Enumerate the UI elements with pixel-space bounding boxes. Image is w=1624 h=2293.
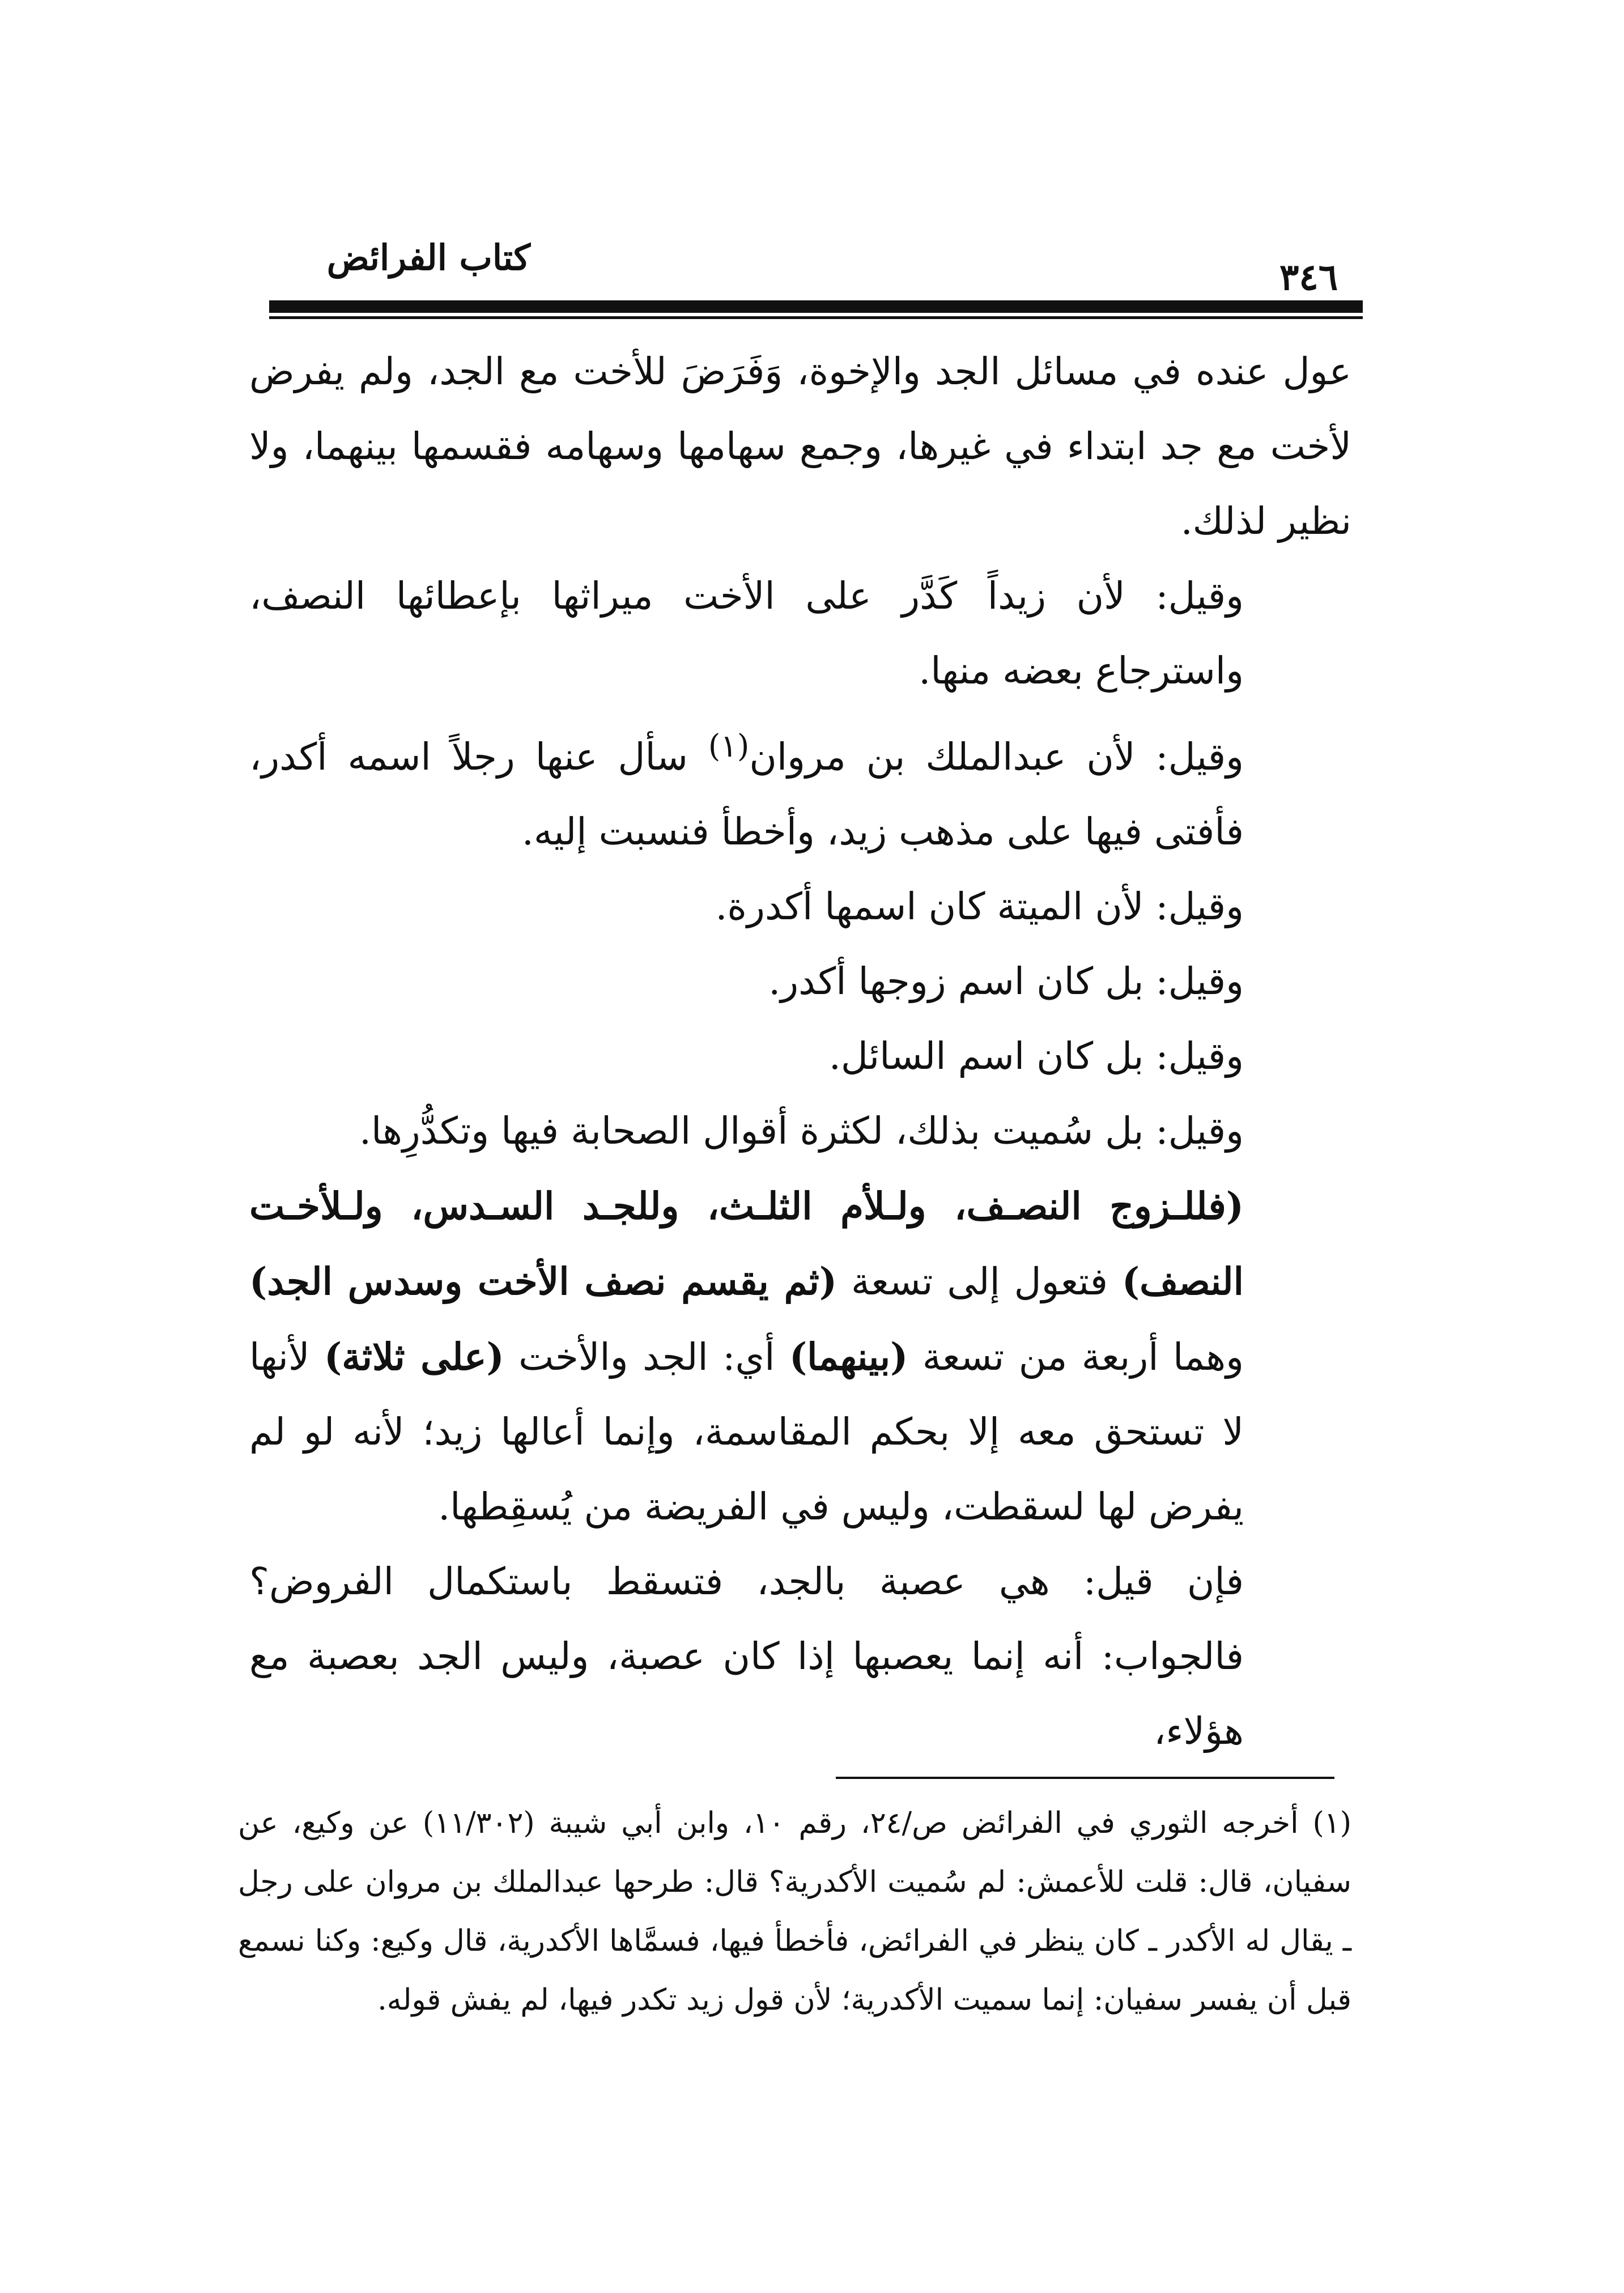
commentary-text-4: لأنها لا تستحق معه إلا بحكم المقاسمة، وإنما أعالها زيد؛ لأنه لو لم يفرض لها لسقطت، وليس في الفريضة من يُسقِطها. [249,1335,1244,1528]
main-text [249,334,1351,1769]
page-number: ٣٤٦ [1279,256,1338,299]
paragraph-2: وقيل: لأن زيداً كَدَّر على الأخت ميراثها بإعطائها النصف، واسترجاع بعضه منها. [249,574,1244,693]
paragraph-7: وقيل: بل سُميت بذلك، لكثرة أقوال الصحابة فيها وتكدُّرِها. [359,1109,1244,1153]
matn-text-3: (بينهما) [789,1335,908,1379]
paragraph-3-part-a: وقيل: لأن عبدالملك بن مروان [749,735,1244,779]
commentary-text-1: فتعول إلى تسعة [837,1260,1122,1303]
matn-text-1: (فللـزوج النصـف، ولـلأم الثلـث، وللجـد السـدس، ولـلأخـت النصف) [249,1184,1244,1303]
footnote-1: (١) أخرجه الثوري في الفرائض ص/٢٤، رقم ١٠، وابن أبي شيبة (١١/٣٠٢) عن وكيع، عن سفيان، قال: قلت للأعمش: لم سُميت الأكدرية؟ قال: طرحها عبدالملك بن مروان على رجل ـ يقال له الأكدر ـ كان ينظر في الفرائض، فأخطأ فيها، فسمَّاها الأكدرية، قال وكيع: وكنا نسمع قبل أن يفسر سفيان: إنما سميت الأكدرية؛ لأن قول زيد تكدر فيها، لم يفش قوله. [238,1806,1352,2017]
paragraph-9: فإن قيل: هي عصبة بالجد، فتسقط باستكمال الفروض؟ فالجواب: أنه إنما يعصبها إذا كان عصبة، وليس الجد بعصبة مع هؤلاء، [249,1560,1244,1753]
header-rule [269,300,1363,313]
footnotes [238,1794,1351,2029]
paragraph-8 [249,1169,1351,1544]
paragraph-5: وقيل: بل كان اسم زوجها أكدر. [768,959,1244,1003]
paragraph-3-part-b: سأل عنها رجلاً اسمه أكدر، فأفتى فيها على مذهب زيد، وأخطأ فنسبت إليه. [249,735,1244,853]
commentary-text-3: أي: الجد والأخت [504,1335,789,1379]
footnote-separator [836,1777,1334,1779]
matn-text-4: (على ثلاثة) [324,1335,504,1379]
matn-text-2: (ثم يقسم نصف الأخت وسدس الجد) [249,1259,837,1303]
paragraph-1: عول عنده في مسائل الجد والإخوة، وَفَرَضَ للأخت مع الجد، ولم يفرض لأخت مع جد ابتداء في غيرها، وجمع سهامها وسهامه فقسمها بينهما، ولا نظير لذلك. [249,350,1351,543]
paragraph-4: وقيل: لأن الميتة كان اسمها أكدرة. [715,885,1244,928]
running-title: كتاب الفرائض [326,237,530,278]
paragraph-6: وقيل: بل كان اسم السائل. [828,1034,1244,1078]
header-rule-thin [269,316,1363,319]
footnote-ref-1: (١) [708,728,750,764]
paragraph-3 [249,708,1351,869]
commentary-text-2: وهما أربعة من تسعة [908,1335,1244,1379]
